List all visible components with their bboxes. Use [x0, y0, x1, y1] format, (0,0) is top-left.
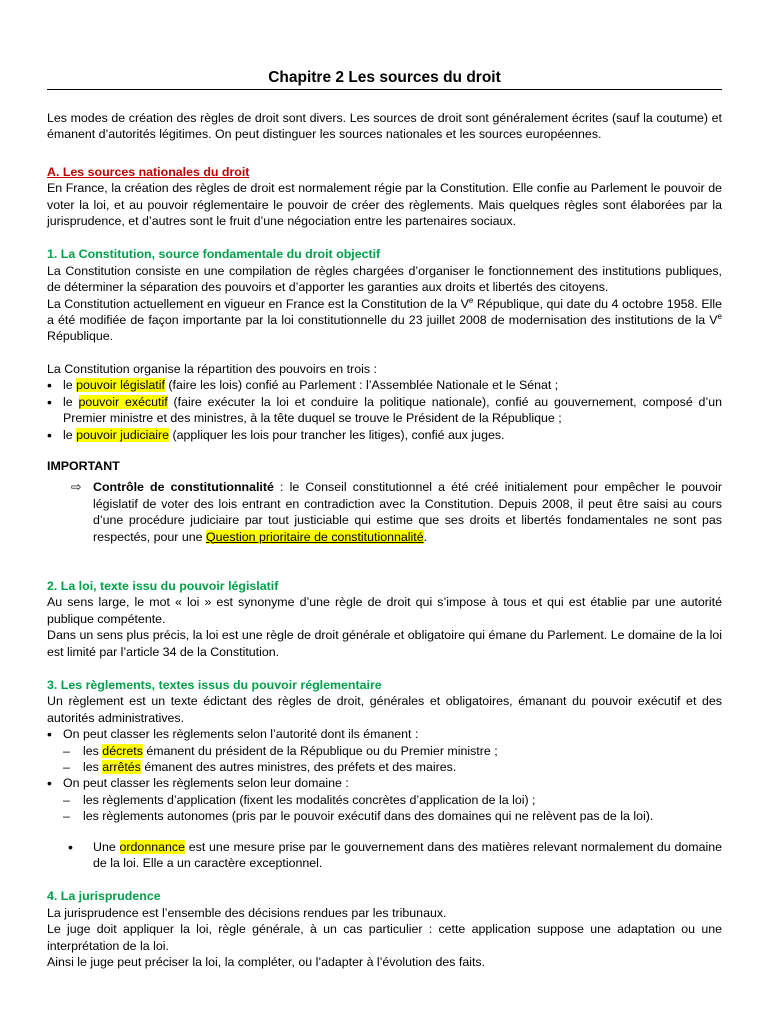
section-4-heading: 4. La jurisprudence — [47, 889, 161, 904]
section-4-p2: Le juge doit appliquer la loi, règle générale, à un cas particulier : cette application suppose une adaptation ou une interprétation de la loi. — [47, 922, 722, 953]
section-1-heading: 1. La Constitution, source fondamentale du droit objectif — [47, 247, 381, 262]
ordonnance-note: • Une ordonnance est une mesure prise par le gouvernement dans des matières relevant normalement du domaine de la loi. Elle a un caractère exceptionnel. — [68, 838, 722, 871]
section-1-p2: La Constitution actuellement en vigueur en France est la Constitution de la Ve République, qui date du 4 octobre 1958. Elle a été modifiée de façon importante par la loi constitutionnelle du 23 juillet 2008 de modernisation des institutions de la Ve République. — [47, 295, 723, 344]
page-title: Chapitre 2 Les sources du droit — [47, 0, 722, 90]
section-4-p1: La jurisprudence est l’ensemble des décisions rendues par les tribunaux. — [47, 905, 447, 920]
section-4-p3: Ainsi le juge peut préciser la loi, la compléter, ou l’adapter à l’évolution des faits. — [47, 955, 486, 970]
section-3-heading: 3. Les règlements, textes issus du pouvoir réglementaire — [47, 677, 382, 692]
list-item: – les décrets émanent du président de la République ou du Premier ministre ; — [63, 743, 722, 759]
section-2-p1: Au sens large, le mot « loi » est synonyme d’une règle de droit qui s’impose à tous et qui est établie par une autorité publique compétente. — [47, 595, 722, 626]
list-item: – les arrêtés émanent des autres ministres, des préfets et des maires. — [63, 759, 722, 775]
bullet-icon: • — [68, 838, 73, 855]
list-item: • On peut classer les règlements selon leur domaine : – les règlements d’application (fixent les modalités concrètes d’application de la loi) ; – les règlements autonomes (pris par le pouvoir exécutif dans des domaines qui ne relèvent pas de la loi). — [47, 775, 722, 824]
intro-paragraph: Les modes de création des règles de droit sont divers. Les sources de droit sont généralement écrites (sauf la coutume) et émanent d’autorités légitimes. On peut distinguer les sources nationales et les sources européennes. — [47, 111, 722, 142]
important-label: IMPORTANT — [47, 458, 120, 473]
list-item: – les règlements d’application (fixent les modalités concrètes d’application de la loi) ; — [63, 792, 722, 808]
list-item: • le pouvoir judiciaire (appliquer les lois pour trancher les litiges), confié aux juges. — [47, 427, 722, 443]
section-1-p3: La Constitution organise la répartition des pouvoirs en trois : — [47, 361, 377, 376]
section-a-heading: A. Les sources nationales du droit — [47, 164, 250, 179]
powers-list — [47, 377, 722, 443]
constitutionality-note: ⇨ Contrôle de constitutionnalité : le Conseil constitutionnel a été créé initialement pour empêcher le pouvoir législatif de voter des lois entrant en contradiction avec la Constitution. Depuis 2008, il peut être saisi au cours d’une procédure judiciaire par tout justiciable qui estime que ses droits et libertés fondamentales ne sont pas respectés, pour une Question prioritaire de constitutionnalité. — [71, 480, 722, 544]
list-item: – les règlements autonomes (pris par le pouvoir exécutif dans des domaines qui ne relèvent pas de la loi). — [63, 808, 722, 824]
arrow-icon: ⇨ — [71, 480, 82, 495]
list-item: • le pouvoir législatif (faire les lois) confié au Parlement : l’Assemblée Nationale et le Sénat ; — [47, 377, 722, 393]
section-2-heading: 2. La loi, texte issu du pouvoir législatif — [47, 578, 279, 593]
section-a-text: En France, la création des règles de droit est normalement régie par la Constitution. Elle confie au Parlement le pouvoir de voter la loi, et au pouvoir réglementaire le pouvoir de créer des règlements. Mais quelques règles sont élaborées par la jurisprudence, et d’autres sont le fruit d’une négociation entre les partenaires sociaux. — [47, 181, 722, 229]
section-1-p1: La Constitution consiste en une compilation de règles chargées d’organiser le fonctionnement des institutions publiques, de déterminer la séparation des pouvoirs et d’apporter les garanties aux droits et libertés des citoyens. — [47, 263, 722, 295]
section-3-p1: Un règlement est un texte édictant des règles de droit, générales et obligatoires, émanant du pouvoir exécutif et des autorités administratives. — [47, 694, 722, 725]
section-2-p2: Dans un sens plus précis, la loi est une règle de droit générale et obligatoire qui émane du Parlement. Le domaine de la loi est limité par l’article 34 de la Constitution. — [47, 628, 722, 659]
regulations-list — [47, 726, 722, 824]
list-item: • le pouvoir exécutif (faire exécuter la loi et conduire la politique nationale), confié au gouvernement, composé d’un Premier ministre et des ministres, à la tête duquel se trouve le Président de la République ; — [47, 394, 722, 427]
list-item: • On peut classer les règlements selon l’autorité dont ils émanent : – les décrets émanent du président de la République ou du Premier ministre ; – les arrêtés émanent des autres ministres, des préfets et des maires. — [47, 726, 722, 775]
